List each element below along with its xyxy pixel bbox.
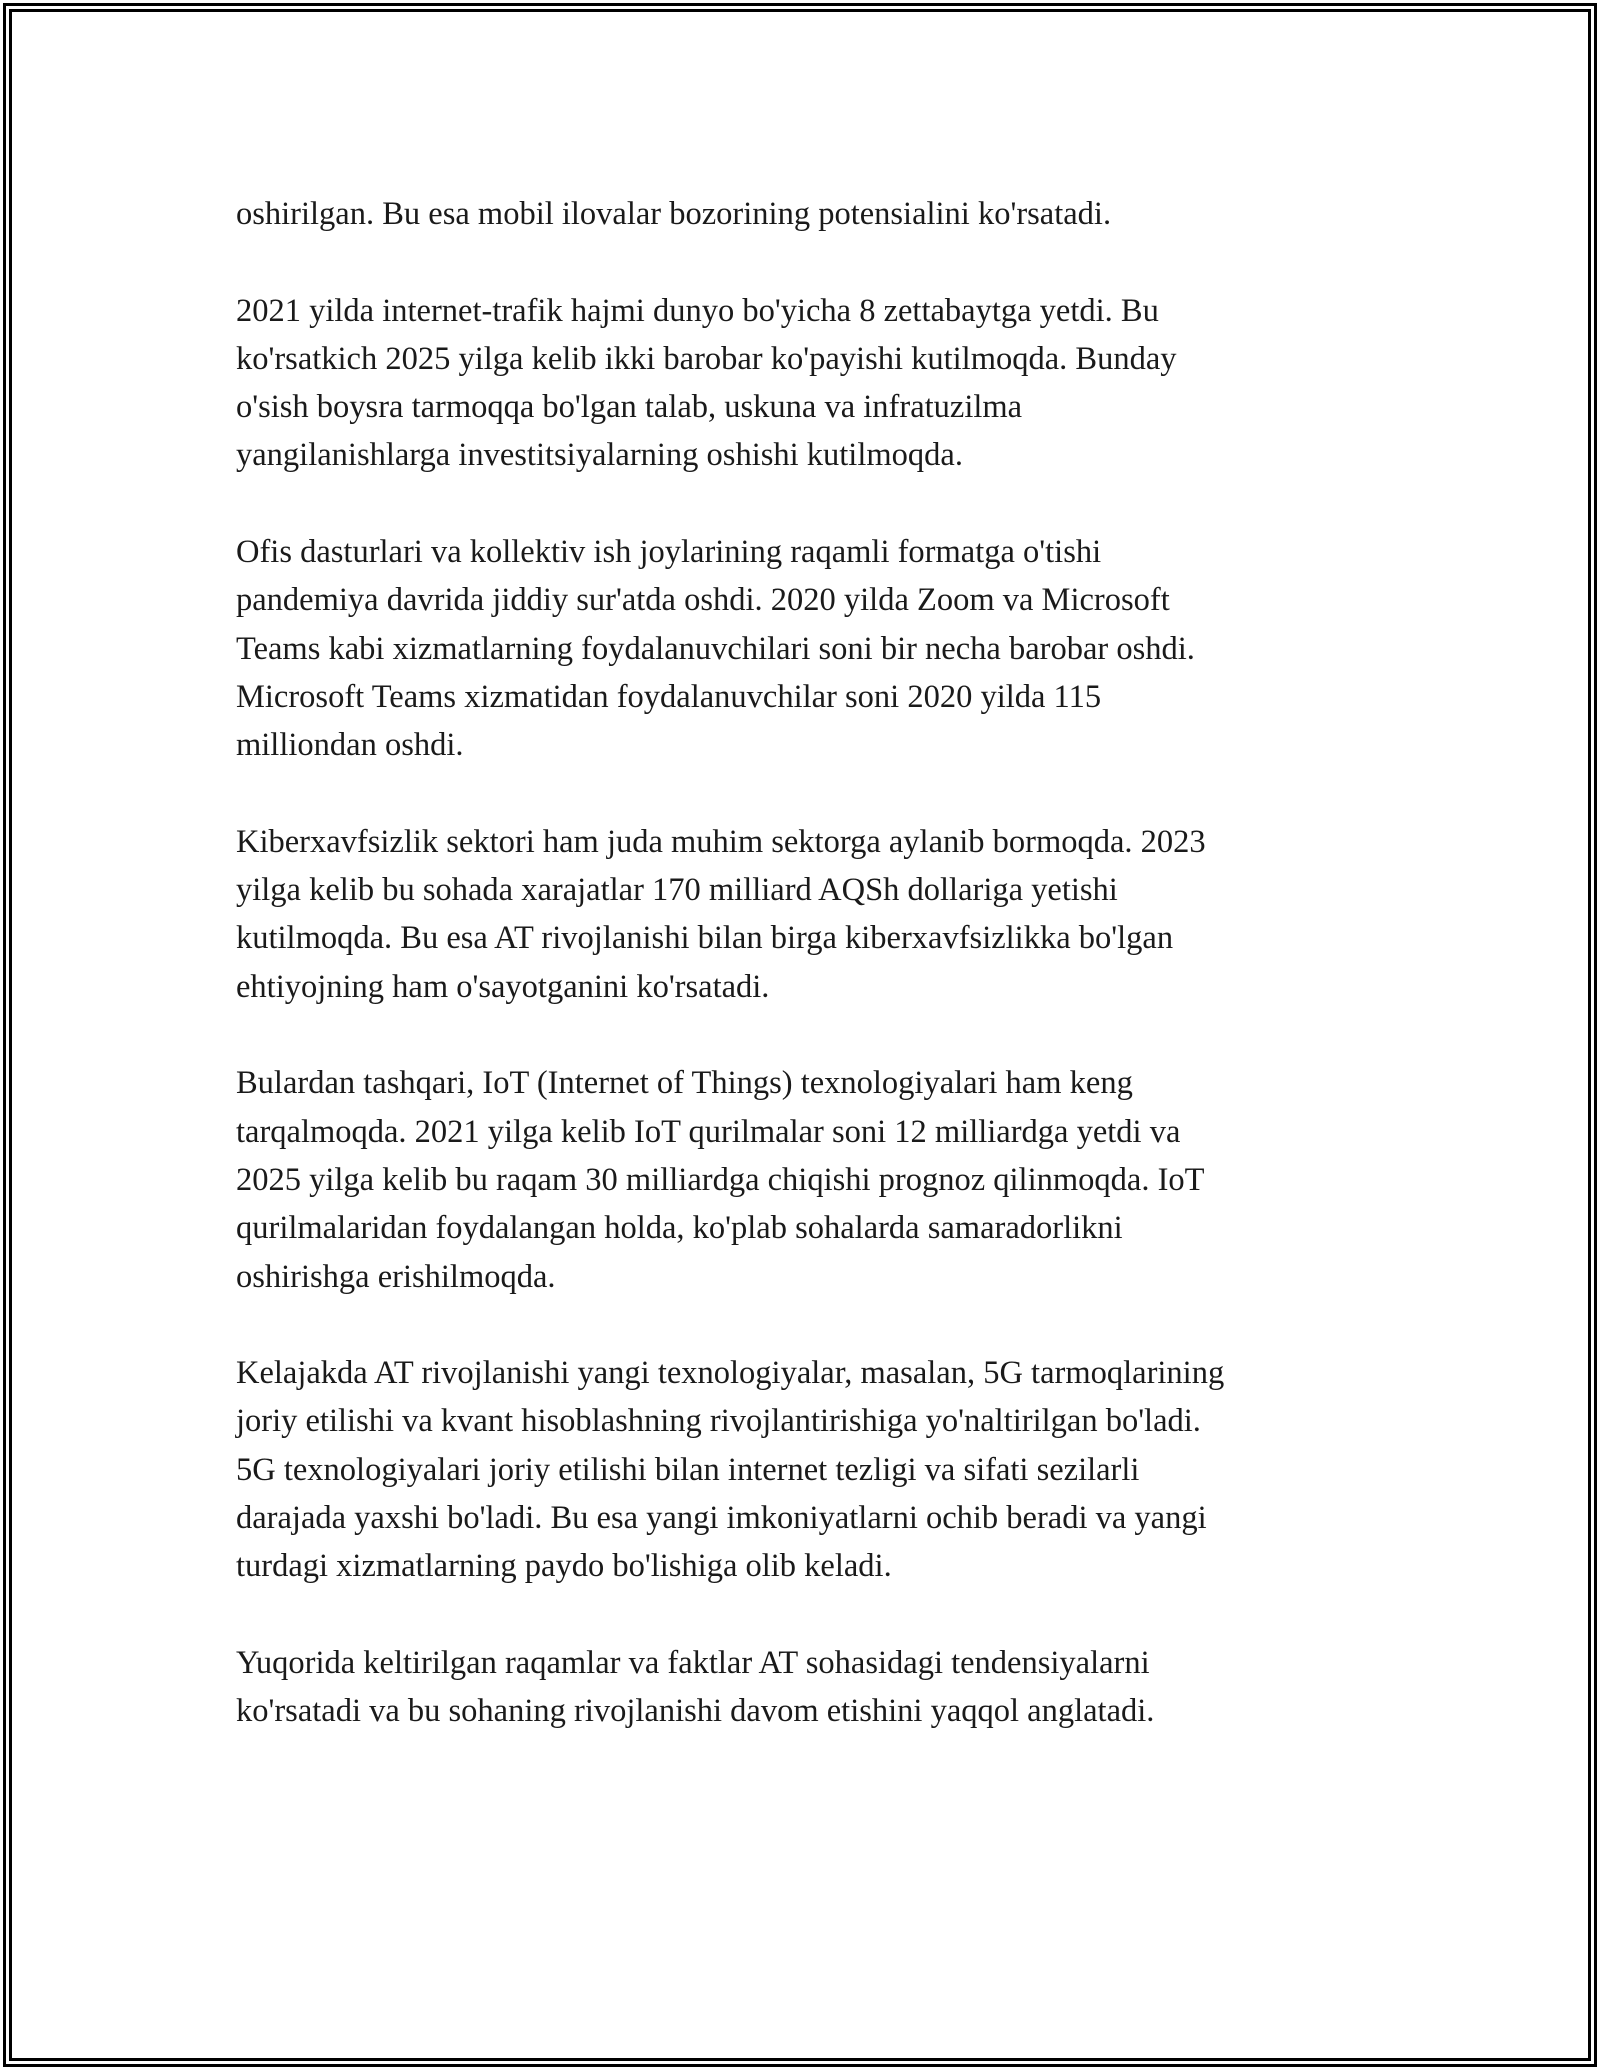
paragraph-conclusion: Yuqorida keltirilgan raqamlar va faktlar AT sohasidagi tendensiyalarni ko'rsatadi va bu sohaning rivojlanishi davom etishini yaqqol anglatadi.	[236, 1644, 1155, 1730]
paragraph-cybersecurity: Kiberxavfsizlik sektori ham juda muhim sektorga aylanib bormoqda. 2023 yilga kelib bu sohada xarajatlar 170 milliard AQSh dollariga yetishi kutilmoqda. Bu esa AT rivojlanishi bilan birga kiberxavfsizlikka bo'lgan ehtiyojning ham o'sayotganini ko'rsatadi.	[236, 823, 1206, 1005]
paragraph-internet-traffic: 2021 yilda internet-trafik hajmi dunyo bo'yicha 8 zettabaytga yetdi. Bu ko'rsatkich 2025 yilga kelib ikki barobar ko'payishi kutilmoqda. Bunday o'sish boysra tarmoqqa bo'lgan talab, uskuna va infratuzilma yangilanishlarga investitsiyalarning oshishi kutilmoqda.	[236, 292, 1177, 474]
document-body	[236, 190, 1366, 1784]
paragraph-iot: Bulardan tashqari, IoT (Internet of Things) texnologiyalari ham keng tarqalmoqda. 2021 yilga kelib IoT qurilmalar soni 12 milliardga yetdi va 2025 yilga kelib bu raqam 30 milliardga chiqishi prognoz qilinmoqda. IoT qurilmalaridan foydalangan holda, ko'plab sohalarda samaradorlikni oshirishga erishilmoqda.	[236, 1065, 1205, 1295]
paragraph-mobile-apps: oshirilgan. Bu esa mobil ilovalar bozorining potensialini ko'rsatadi.	[236, 196, 1112, 232]
paragraph-office-software: Ofis dasturlari va kollektiv ish joylarining raqamli formatga o'tishi pandemiya davrida jiddiy sur'atda oshdi. 2020 yilda Zoom va Microsoft Teams kabi xizmatlarning foydalanuvchilari soni bir necha barobar oshdi. Microsoft Teams xizmatidan foydalanuvchilar soni 2020 yilda 115 milliondan oshdi.	[236, 534, 1195, 764]
paragraph-future-5g: Kelajakda AT rivojlanishi yangi texnologiyalar, masalan, 5G tarmoqlarining joriy etilishi va kvant hisoblashning rivojlantirishiga yo'naltirilgan bo'ladi. 5G texnologiyalari joriy etilishi bilan internet tezligi va sifati sezilarli darajada yaxshi bo'ladi. Bu esa yangi imkoniyatlarni ochib beradi va yangi turdagi xizmatlarning paydo bo'lishiga olib keladi.	[236, 1355, 1225, 1585]
